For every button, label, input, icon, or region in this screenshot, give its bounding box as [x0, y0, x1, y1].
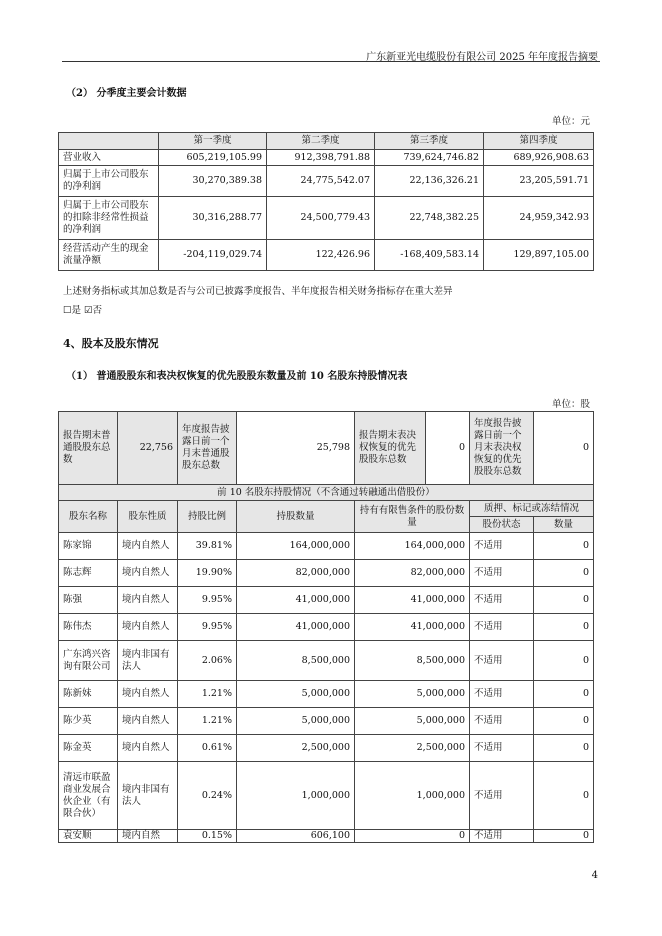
- holder-restricted: 164,000,000: [355, 533, 470, 560]
- holder-status: 不适用: [470, 641, 534, 681]
- row-label: 经营活动产生的现金流量净额: [59, 240, 159, 271]
- holder-ratio: 1.21%: [178, 708, 237, 735]
- holder-qty: 0: [534, 708, 594, 735]
- holder-name: 陈志辉: [59, 560, 118, 587]
- col-holder-nature: 股东性质: [118, 501, 178, 533]
- quarterly-col-q3: 第三季度: [375, 133, 484, 150]
- summary-row: [59, 412, 594, 485]
- cell-value: 739,624,746.82: [375, 150, 484, 166]
- holder-name: 袁安顺: [59, 830, 118, 843]
- col-restricted-shares: 持有有限售条件的股份数量: [355, 501, 470, 533]
- holder-nature: 境内自然人: [118, 533, 178, 560]
- holder-shares: 606,100: [237, 830, 355, 843]
- cell-value: 605,219,105.99: [159, 150, 267, 166]
- cell-value: 22,748,382.25: [375, 197, 484, 240]
- holder-nature: 境内自然人: [118, 708, 178, 735]
- col-holding-shares: 持股数量: [237, 501, 355, 533]
- col-pledge-group: 质押、标记或冻结情况: [470, 501, 594, 517]
- holder-ratio: 19.90%: [178, 560, 237, 587]
- holder-restricted: 41,000,000: [355, 614, 470, 641]
- col-holder-name: 股东名称: [59, 501, 118, 533]
- holder-ratio: 0.24%: [178, 762, 237, 830]
- summary-pref-cell: [355, 412, 470, 485]
- holder-qty: 0: [534, 762, 594, 830]
- holder-status: 不适用: [470, 614, 534, 641]
- table-row: [59, 762, 594, 830]
- table-row: [59, 830, 594, 843]
- holder-name: 广东鸿兴咨询有限公司: [59, 641, 118, 681]
- summary-value-prior-month-pref: 0: [534, 412, 594, 485]
- cell-value: -204,119,029.74: [159, 240, 267, 271]
- table-row: [59, 641, 594, 681]
- quarterly-row-revenue: [59, 150, 594, 166]
- holder-ratio: 0.61%: [178, 735, 237, 762]
- holder-status: 不适用: [470, 708, 534, 735]
- summary-label-prior-month-holders: 年度报告披露日前一个月末普通股股东总数: [178, 412, 237, 485]
- holder-status: 不适用: [470, 560, 534, 587]
- holder-qty: 0: [534, 830, 594, 843]
- table-row: [59, 708, 594, 735]
- holder-ratio: 9.95%: [178, 614, 237, 641]
- quarterly-unit: 单位：元: [551, 116, 590, 127]
- header-divider: [62, 61, 600, 62]
- holder-name: 清远市联盈商业发展合伙企业（有限合伙）: [59, 762, 118, 830]
- table-row: [59, 560, 594, 587]
- summary-label-prior-month-pref: 年度报告披露日前一个月末表决权恢复的优先股股东总数: [470, 412, 534, 485]
- quarterly-note: 上述财务指标或其加总数是否与公司已披露季度报告、半年度报告相关财务指标存在重大差异: [63, 286, 453, 297]
- cell-value: 129,897,105.00: [484, 240, 594, 271]
- holder-status: 不适用: [470, 587, 534, 614]
- page-number: 4: [591, 870, 598, 881]
- holder-nature: 境内非国有法人: [118, 762, 178, 830]
- quarterly-checkbox-answer: ☐是 ☑否: [63, 305, 103, 316]
- holder-status: 不适用: [470, 830, 534, 843]
- holder-shares: 82,000,000: [237, 560, 355, 587]
- holder-restricted: 82,000,000: [355, 560, 470, 587]
- col-pledge-qty: 数量: [534, 517, 594, 533]
- table-row: [59, 735, 594, 762]
- holder-restricted: 5,000,000: [355, 708, 470, 735]
- cell-value: 24,959,342.93: [484, 197, 594, 240]
- holder-status: 不适用: [470, 762, 534, 830]
- holder-qty: 0: [534, 560, 594, 587]
- summary-value-common-holders: 22,756: [118, 412, 178, 485]
- col-share-status: 股份状态: [470, 517, 534, 533]
- table-row: [59, 587, 594, 614]
- summary-value-prior-month-holders: 25,798: [237, 412, 355, 485]
- holder-shares: 164,000,000: [237, 533, 355, 560]
- table-row: [59, 681, 594, 708]
- holder-name: 陈少英: [59, 708, 118, 735]
- holder-nature: 境内自然人: [118, 735, 178, 762]
- row-label: 归属于上市公司股东的净利润: [59, 166, 159, 197]
- holder-restricted: 5,000,000: [355, 681, 470, 708]
- cell-value: 30,270,389.38: [159, 166, 267, 197]
- section4-unit: 单位：股: [551, 399, 590, 410]
- holder-name: 陈金英: [59, 735, 118, 762]
- holder-name: 陈强: [59, 587, 118, 614]
- holder-status: 不适用: [470, 681, 534, 708]
- holder-nature: 境内自然人: [118, 614, 178, 641]
- row-label: 归属于上市公司股东的扣除非经常性损益的净利润: [59, 197, 159, 240]
- quarterly-col-q2: 第二季度: [267, 133, 375, 150]
- holder-shares: 5,000,000: [237, 681, 355, 708]
- holder-ratio: 1.21%: [178, 681, 237, 708]
- section4-title: 4、股本及股东情况: [63, 337, 159, 350]
- holder-qty: 0: [534, 641, 594, 681]
- holder-qty: 0: [534, 587, 594, 614]
- holder-restricted: 0: [355, 830, 470, 843]
- cell-value: -168,409,583.14: [375, 240, 484, 271]
- holder-status: 不适用: [470, 735, 534, 762]
- holder-qty: 0: [534, 533, 594, 560]
- section4-sub-heading: （1） 普通股股东和表决权恢复的优先股股东数量及前 10 名股东持股情况表: [66, 371, 408, 382]
- holder-qty: 0: [534, 614, 594, 641]
- summary-label-common-holders: 报告期末普通股股东总数: [59, 412, 118, 485]
- quarterly-row-net-profit-deducted: [59, 197, 594, 240]
- quarterly-table: [58, 132, 594, 271]
- holder-shares: 5,000,000: [237, 708, 355, 735]
- cell-value: 122,426.96: [267, 240, 375, 271]
- table-row: [59, 614, 594, 641]
- holder-ratio: 39.81%: [178, 533, 237, 560]
- holder-restricted: 8,500,000: [355, 641, 470, 681]
- holder-shares: 41,000,000: [237, 587, 355, 614]
- holder-status: 不适用: [470, 533, 534, 560]
- holder-restricted: 1,000,000: [355, 762, 470, 830]
- col-holding-ratio: 持股比例: [178, 501, 237, 533]
- holder-ratio: 2.06%: [178, 641, 237, 681]
- summary-label-pref-holders: 报告期末表决权恢复的优先股股东总数: [355, 412, 426, 484]
- holder-shares: 1,000,000: [237, 762, 355, 830]
- shareholders-table: [58, 411, 594, 843]
- holder-qty: 0: [534, 681, 594, 708]
- holder-shares: 2,500,000: [237, 735, 355, 762]
- holder-name: 陈新妹: [59, 681, 118, 708]
- cell-value: 30,316,288.77: [159, 197, 267, 240]
- page-header-title: 广东新亚光电缆股份有限公司 2025 年年度报告摘要: [366, 52, 598, 63]
- cell-value: 689,926,908.63: [484, 150, 594, 166]
- holder-nature: 境内自然人: [118, 560, 178, 587]
- quarterly-col-q1: 第一季度: [159, 133, 267, 150]
- row-label: 营业收入: [59, 150, 159, 166]
- holder-shares: 41,000,000: [237, 614, 355, 641]
- holder-name: 陈伟杰: [59, 614, 118, 641]
- cell-value: 912,398,791.88: [267, 150, 375, 166]
- holder-restricted: 41,000,000: [355, 587, 470, 614]
- quarterly-col-q4: 第四季度: [484, 133, 594, 150]
- holder-nature: 境内非国有法人: [118, 641, 178, 681]
- quarterly-row-net-profit: [59, 166, 594, 197]
- summary-value-pref-holders: 0: [426, 412, 469, 484]
- cell-value: 23,205,591.71: [484, 166, 594, 197]
- top10-title: 前 10 名股东持股情况（不含通过转融通出借股份）: [59, 485, 594, 501]
- holder-name: 陈家锦: [59, 533, 118, 560]
- holder-nature: 境内自然人: [118, 681, 178, 708]
- cell-value: 24,775,542.07: [267, 166, 375, 197]
- holder-nature: 境内自然人: [118, 587, 178, 614]
- holder-qty: 0: [534, 735, 594, 762]
- table-row: [59, 533, 594, 560]
- holder-shares: 8,500,000: [237, 641, 355, 681]
- cell-value: 22,136,326.21: [375, 166, 484, 197]
- holder-nature: 境内自然: [118, 830, 178, 843]
- quarterly-row-cashflow: [59, 240, 594, 271]
- quarterly-heading: （2） 分季度主要会计数据: [66, 88, 187, 99]
- cell-value: 24,500,779.43: [267, 197, 375, 240]
- holder-ratio: 0.15%: [178, 830, 237, 843]
- holder-restricted: 2,500,000: [355, 735, 470, 762]
- holder-ratio: 9.95%: [178, 587, 237, 614]
- quarterly-col-blank: [59, 133, 159, 150]
